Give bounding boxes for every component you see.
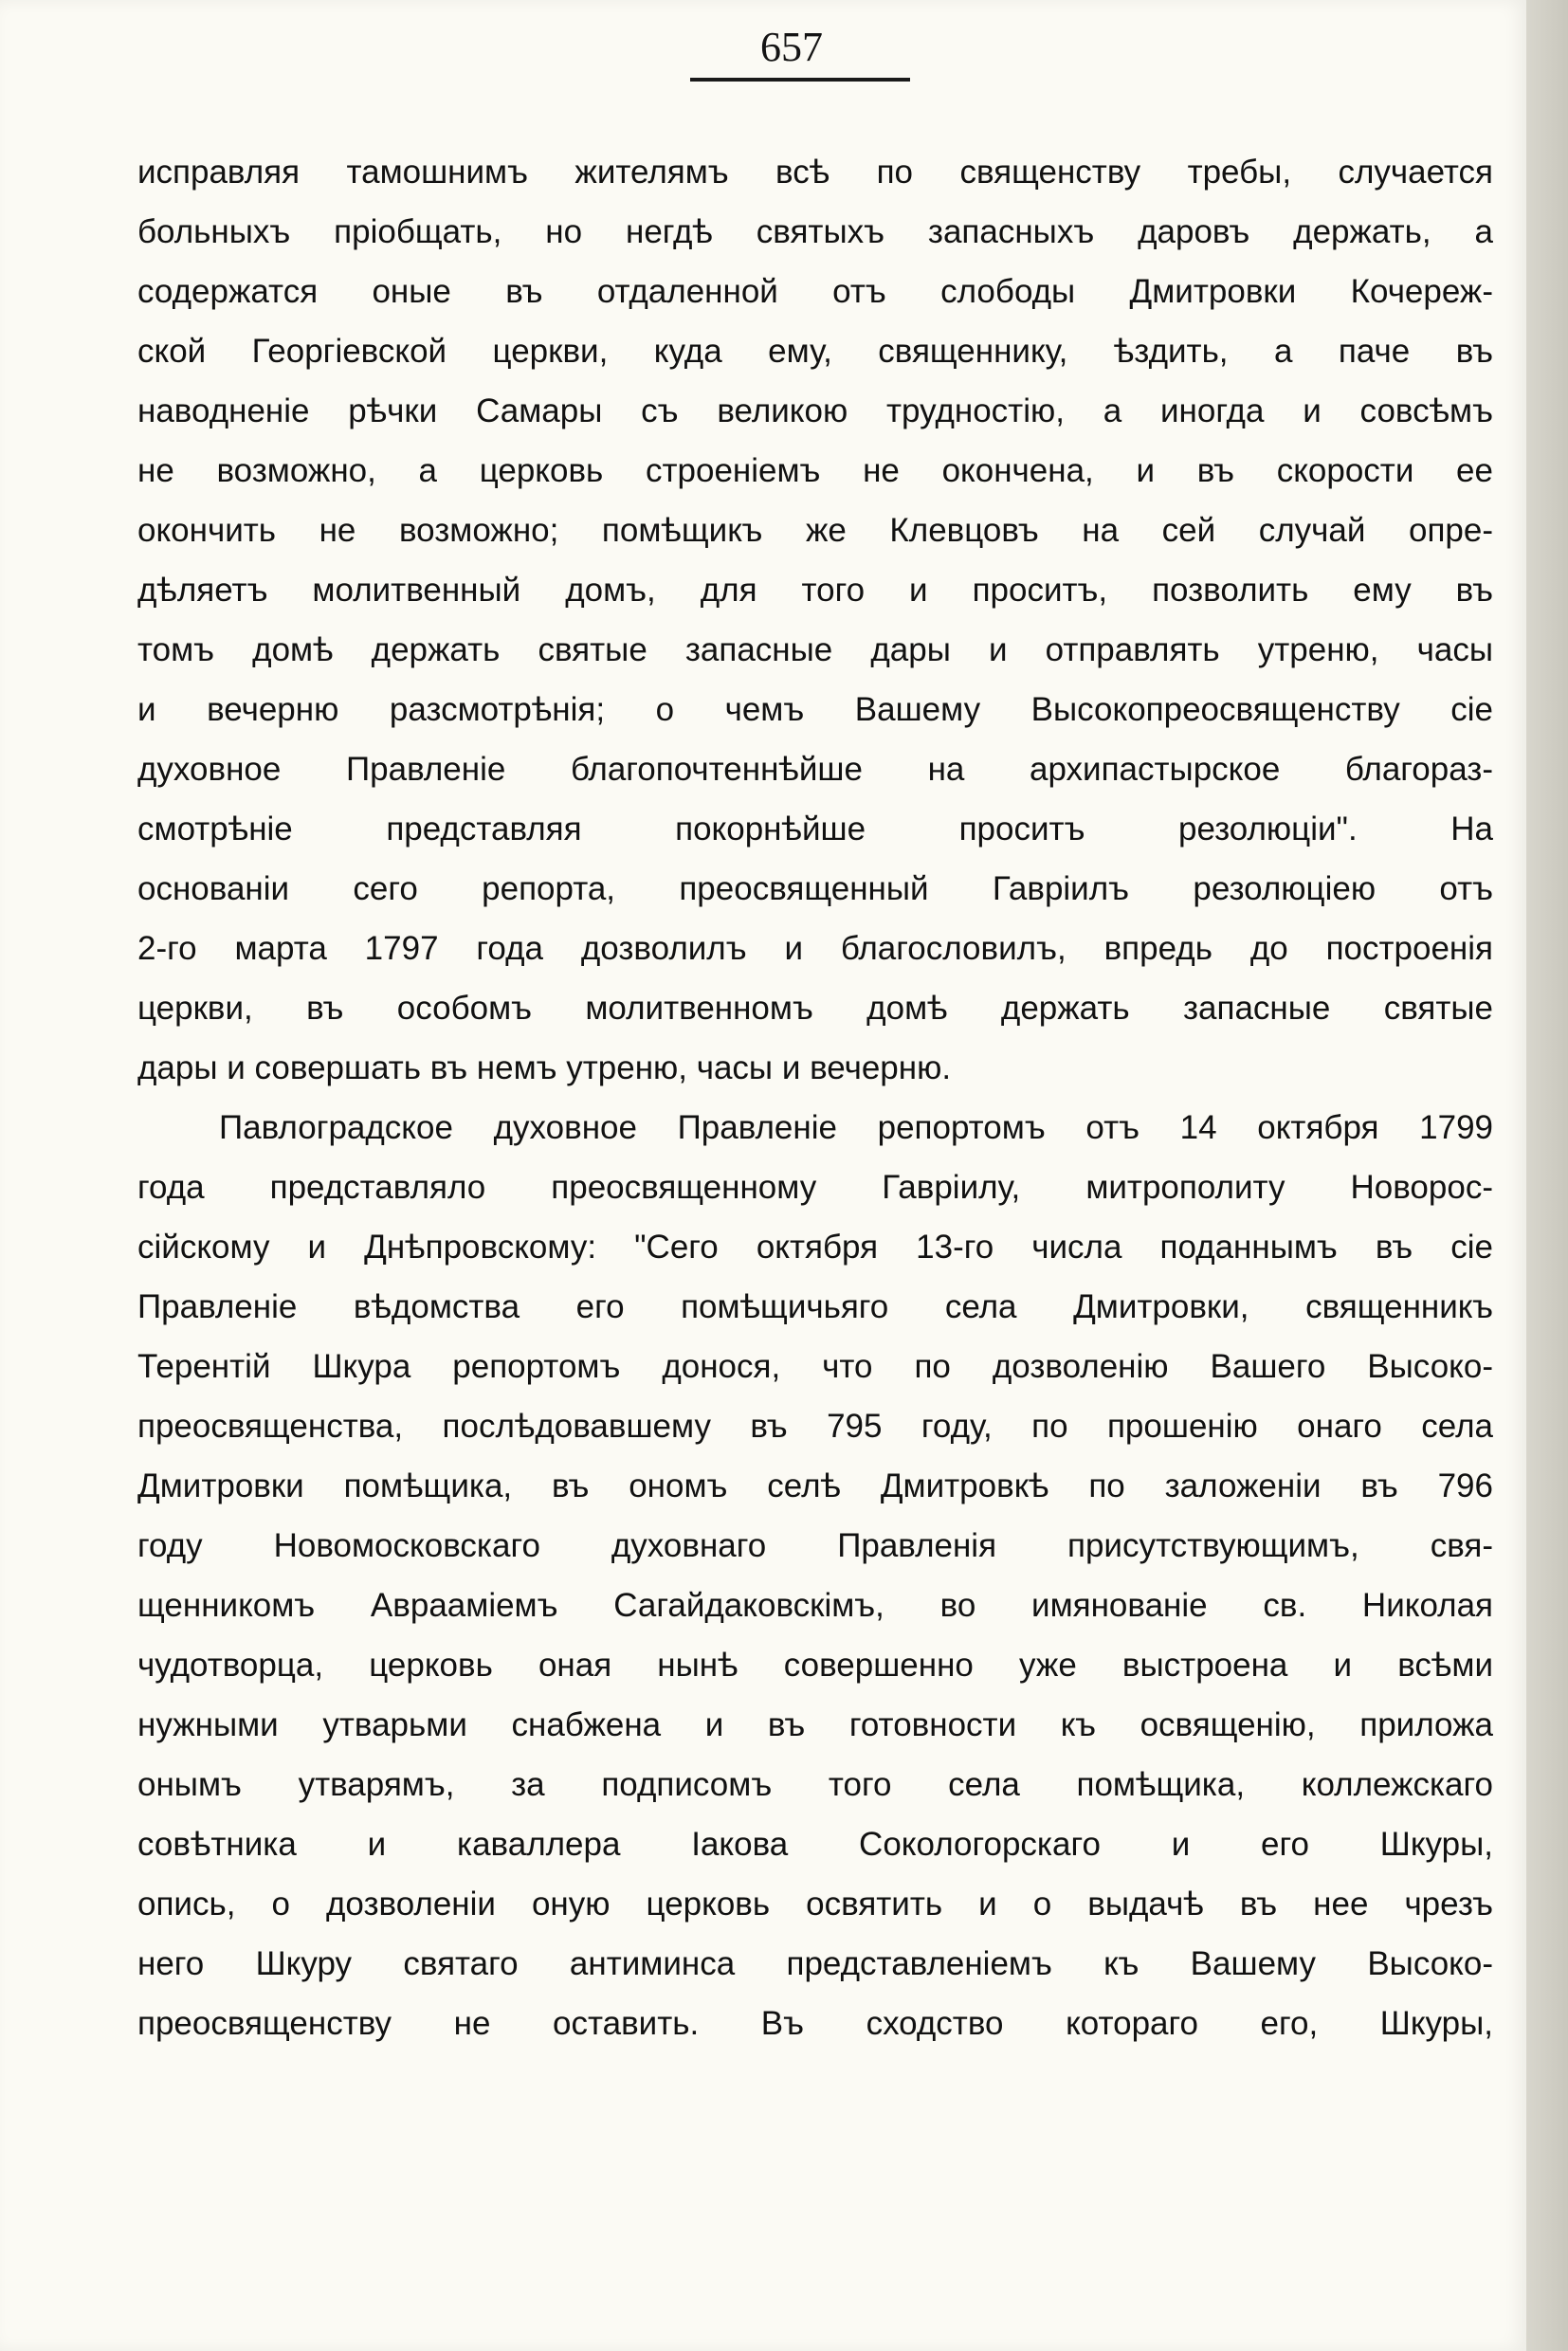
text-line: года представляло преосвященному Гавріилу, митрополиту Новорос- — [137, 1169, 1493, 1206]
text-line: него Шкуру святаго антиминса представленіемъ къ Вашему Высоко- — [137, 1945, 1493, 1982]
text-line: содержатся оные въ отдаленной отъ слободы Дмитровки Кочереж- — [137, 273, 1493, 310]
text-line: Правленіе вѣдомства его помѣщичьяго села Дмитровки, священникъ — [137, 1288, 1493, 1325]
text-line: Дмитровки помѣщика, въ ономъ селѣ Дмитровкѣ по заложеніи въ 796 — [137, 1467, 1493, 1504]
page-text — [137, 142, 1493, 2053]
text-line: исправляя тамошнимъ жителямъ всѣ по священству требы, случается — [137, 154, 1493, 191]
text-line: церкви, въ особомъ молитвенномъ домѣ держать запасные святые — [137, 990, 1493, 1027]
text-line: и вечерню разсмотрѣнія; о чемъ Вашему Высокопреосвященству сіе — [137, 691, 1493, 728]
text-line: щенникомъ Аврааміемъ Сагайдаковскімъ, во имянованіе св. Николая — [137, 1587, 1493, 1624]
text-line: преосвященству не оставить. Въ сходство котораго его, Шкуры, — [137, 2005, 1493, 2042]
text-line: совѣтника и каваллера Іакова Сокологорскаго и его Шкуры, — [137, 1826, 1493, 1863]
page-number-rule — [690, 78, 910, 82]
text-line: больныхъ пріобщать, но негдѣ святыхъ запасныхъ даровъ держать, а — [137, 213, 1493, 250]
text-line: 2-го марта 1797 года дозволилъ и благословилъ, впредь до построенія — [137, 930, 1493, 967]
book-gutter — [1526, 0, 1568, 2351]
text-line: дары и совершать въ немъ утреню, часы и вечерню. — [137, 1049, 952, 1086]
text-line: нужными утварьми снабжена и въ готовности къ освященію, приложа — [137, 1706, 1493, 1743]
text-line: дѣляетъ молитвенный домъ, для того и проситъ, позволить ему въ — [137, 572, 1493, 609]
text-line: наводненіе рѣчки Самары съ великою трудностію, а иногда и совсѣмъ — [137, 392, 1493, 429]
text-line: году Новомосковскаго духовнаго Правленія присутствующимъ, свя- — [137, 1527, 1493, 1564]
text-line: томъ домѣ держать святые запасные дары и отправлять утреню, часы — [137, 631, 1493, 668]
text-line: окончить не возможно; помѣщикъ же Клевцовъ на сей случай опре- — [137, 512, 1493, 549]
text-line: ской Георгіевской церкви, куда ему, священнику, ѣздить, а паче въ — [137, 333, 1493, 370]
text-line: онымъ утварямъ, за подписомъ того села помѣщика, коллежскаго — [137, 1766, 1493, 1803]
text-line: чудотворца, церковь оная нынѣ совершенно уже выстроена и всѣми — [137, 1647, 1493, 1684]
text-line: не возможно, а церковь строеніемъ не окончена, и въ скорости ее — [137, 452, 1493, 489]
text-line: Терентій Шкура репортомъ донося, что по дозволенію Вашего Высоко- — [137, 1348, 1493, 1385]
text-line: смотрѣніе представляя покорнѣйше проситъ резолюціи". На — [137, 811, 1493, 847]
text-line: преосвященства, послѣдовавшему въ 795 году, по прошенію онаго села — [137, 1408, 1493, 1445]
text-line: основаніи сего репорта, преосвященный Гавріилъ резолюціею отъ — [137, 870, 1493, 907]
page-number: 657 — [760, 24, 823, 70]
text-line: опись, о дозволеніи оную церковь освятить и о выдачѣ въ нее чрезъ — [137, 1886, 1493, 1923]
text-line: Павлоградское духовное Правленіе репортомъ отъ 14 октября 1799 — [219, 1109, 1493, 1146]
text-line: духовное Правленіе благопочтеннѣйше на архипастырское благораз- — [137, 751, 1493, 788]
text-line: сійскому и Днѣпровскому: "Сего октября 13-го числа поданнымъ въ сіе — [137, 1229, 1493, 1266]
